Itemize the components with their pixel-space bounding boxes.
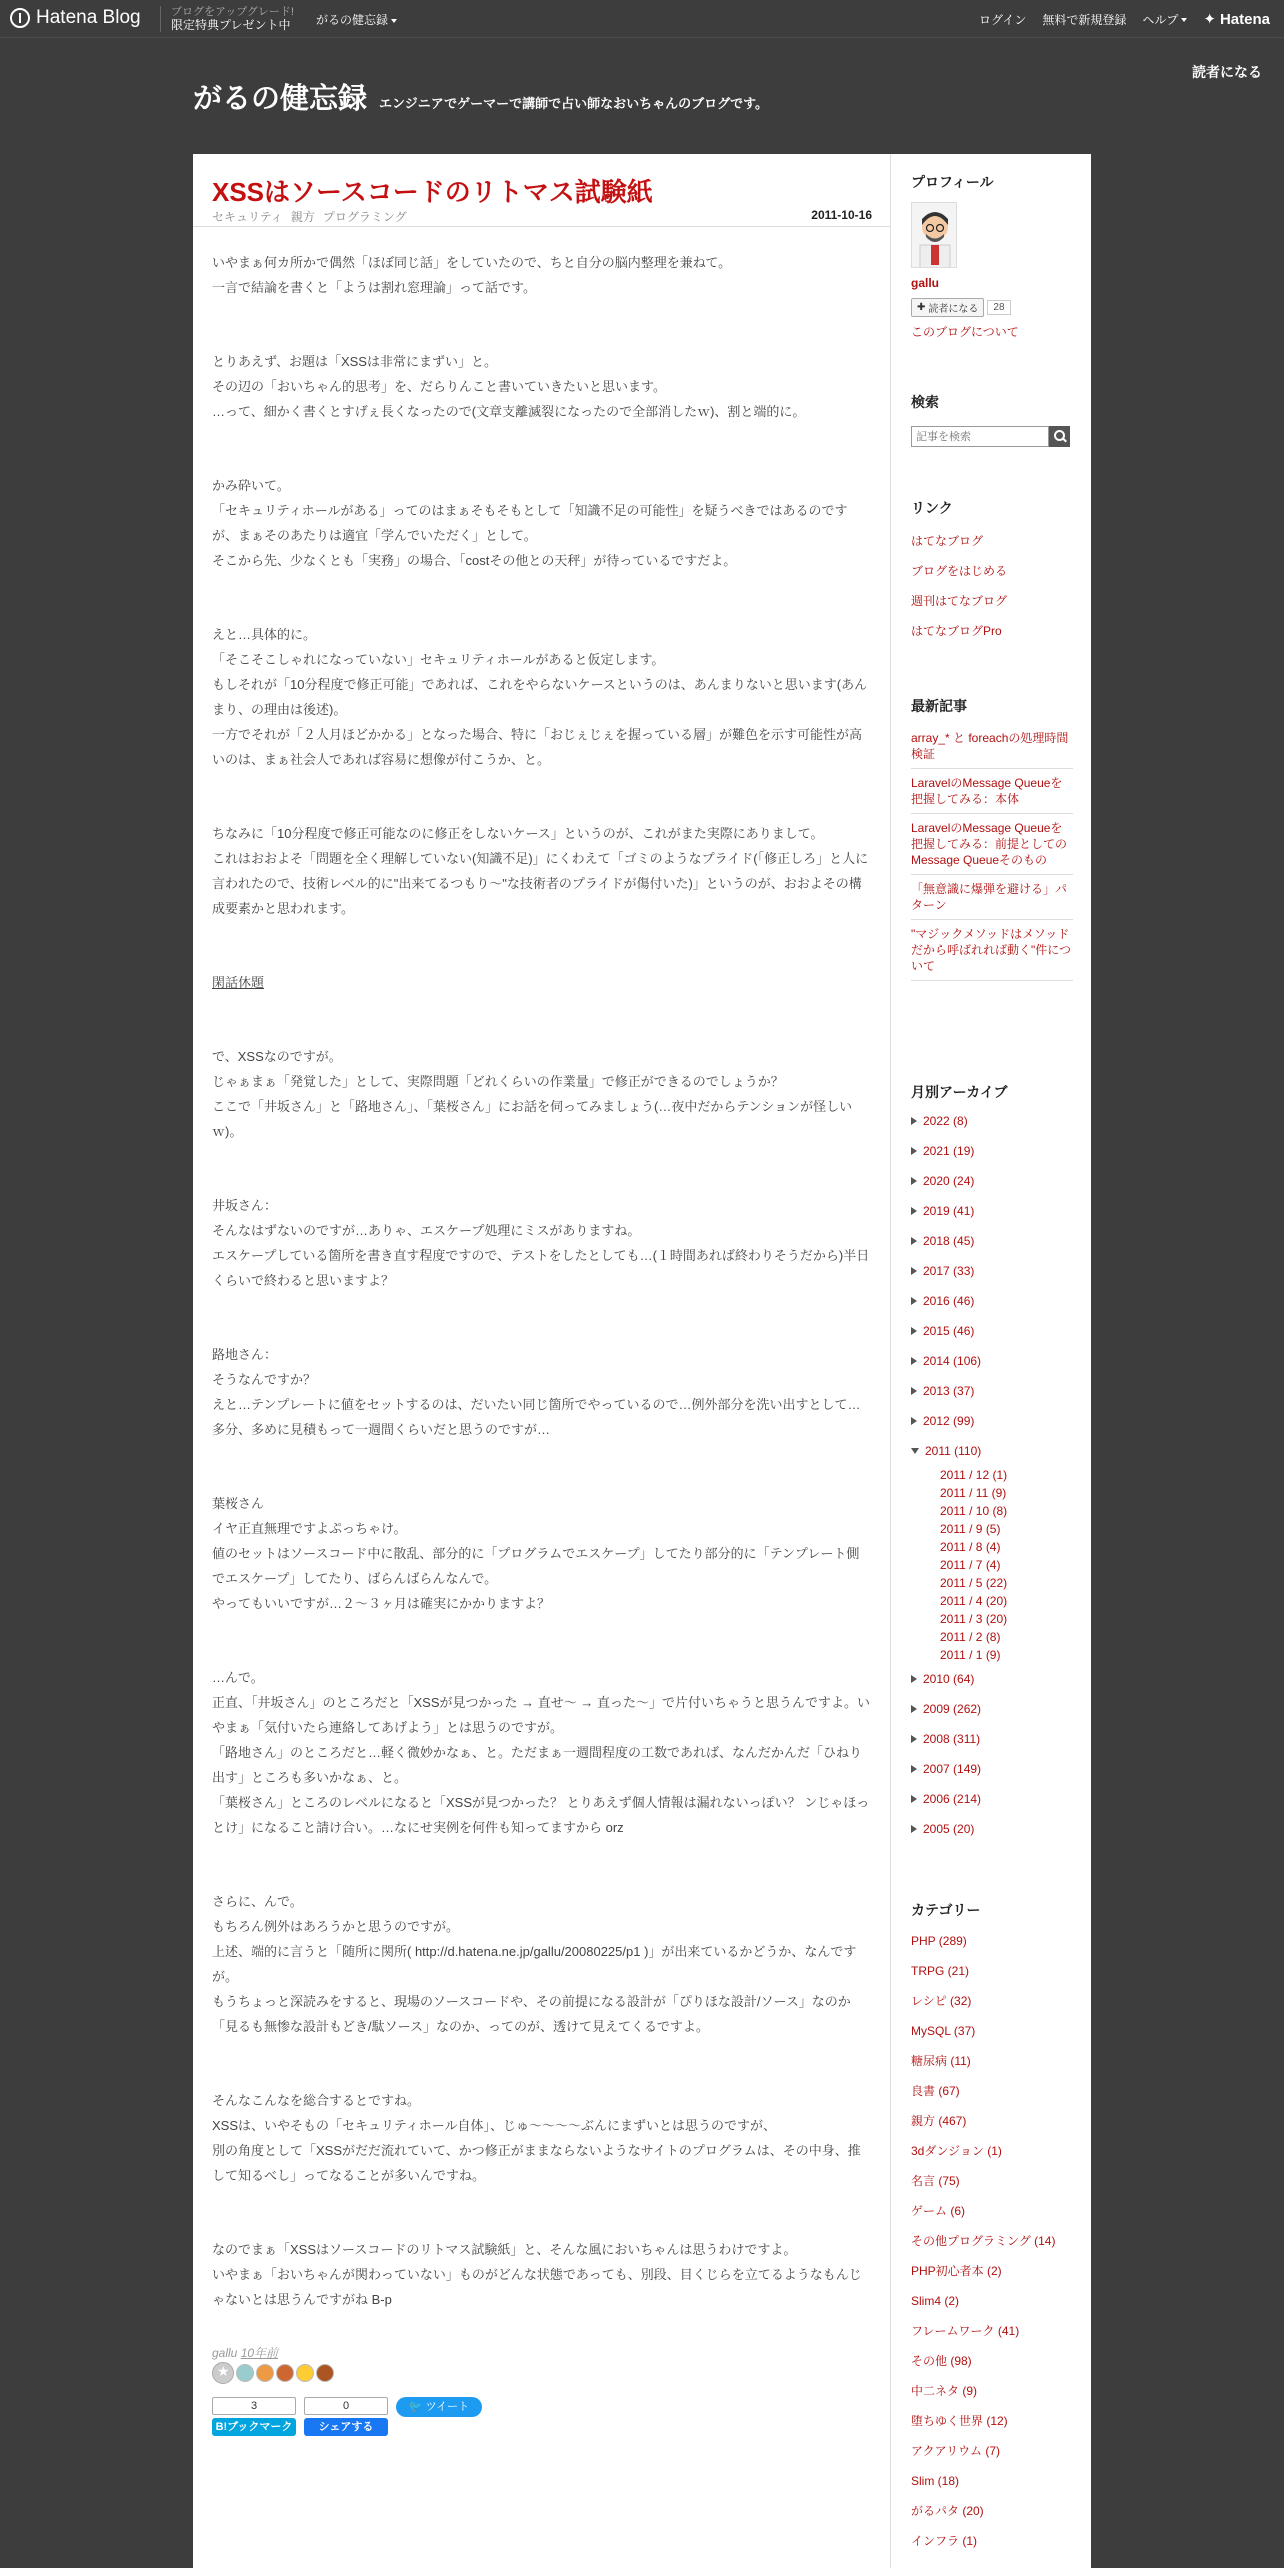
link-item[interactable]: はてなブログPro xyxy=(911,624,1002,638)
entry-line: 「葉桜さん」ところのレベルになると「XSSが見つかった？ とりあえず個人情報は漏れないっぽい？ ンじゃほっとけ」になること請け合い。…なにせ実例を何件も知ってますから orz xyxy=(212,1795,870,1835)
category-item[interactable]: がるパタ (20) xyxy=(911,2504,984,2518)
upgrade-line1: ブログをアップグレード! xyxy=(171,6,294,18)
hatena-blog-logo[interactable] xyxy=(10,7,141,29)
category-item[interactable]: フレームワーク (41) xyxy=(911,2324,1020,2338)
archive-month[interactable]: 2011 / 2 (8) xyxy=(940,1630,1001,1644)
archive-year-label: 2009 (262) xyxy=(923,1702,982,1716)
entry-line: 「そこそこしゃれになっていない」セキュリティホールがあると仮定します。 xyxy=(212,652,665,667)
entry-line: ちなみに「10分程度で修正可能なのに修正をしないケース」というのが、これがまた実際にありまして。 xyxy=(212,826,824,841)
triangle-right-icon[interactable] xyxy=(911,1387,917,1395)
recent-entry[interactable]: 「無意識に爆弾を避ける」パターン xyxy=(911,875,1073,920)
archive-year-label: 2008 (311) xyxy=(923,1732,981,1746)
triangle-right-icon[interactable] xyxy=(911,1675,917,1683)
entry-line: とりあえず、お題は「XSSは非常にまずい」と。 xyxy=(212,354,497,369)
entry-line: 路地さん： xyxy=(212,1347,278,1362)
recent-entry[interactable]: array_* と foreachの処理時間検証 xyxy=(911,724,1073,769)
archive-year[interactable] xyxy=(911,1286,1073,1316)
archive-month[interactable]: 2011 / 12 (1) xyxy=(940,1468,1008,1482)
archive-year-label: 2018 (45) xyxy=(923,1234,975,1248)
entry-paragraph xyxy=(212,1044,872,1144)
archive-month[interactable]: 2011 / 4 (20) xyxy=(940,1594,1008,1608)
category-item[interactable]: TRPG (21) xyxy=(911,1964,970,1978)
entry-title[interactable]: XSSはソースコードのリトマス試験紙 xyxy=(212,177,653,207)
hatena-label: Hatena xyxy=(1219,10,1270,28)
facebook-count: 0 xyxy=(304,2397,388,2415)
archive-year-label: 2011 (110) xyxy=(925,1444,982,1458)
archive-year[interactable] xyxy=(911,1436,1073,1466)
archive-year[interactable] xyxy=(911,1406,1073,1436)
triangle-right-icon[interactable] xyxy=(911,1207,917,1215)
archive-year-label: 2016 (46) xyxy=(923,1294,975,1308)
triangle-right-icon[interactable] xyxy=(911,1357,917,1365)
triangle-right-icon[interactable] xyxy=(911,1297,917,1305)
archive-year-label: 2005 (20) xyxy=(923,1822,975,1836)
avatar[interactable] xyxy=(256,2364,274,2382)
chevron-down-icon xyxy=(1181,18,1187,22)
entry-paragraph xyxy=(212,1342,872,1442)
categories-module xyxy=(911,1900,1073,2556)
divider xyxy=(193,226,891,227)
triangle-right-icon[interactable] xyxy=(911,1705,917,1713)
archive-year[interactable] xyxy=(911,1256,1073,1286)
upgrade-banner[interactable] xyxy=(160,6,294,32)
hatena-menu[interactable] xyxy=(1203,10,1270,28)
category-list xyxy=(911,1926,1073,2556)
blog-menu-label: がるの健忘録 xyxy=(316,13,389,27)
entry-line: もしそれが「10分程度で修正可能」であれば、これをやらないケースというのは、あんまりないと思います(あんまり、の理由は後述)。 xyxy=(212,677,868,717)
add-star-icon[interactable] xyxy=(212,2362,234,2384)
blog-description: エンジニアでゲーマーで講師で占い師なおいちゃんのブログです。 xyxy=(379,96,769,111)
entry-line: もちろん例外はあろうかと思うのですが。 xyxy=(212,1919,460,1934)
archive-year-label: 2019 (41) xyxy=(923,1204,975,1218)
links-module xyxy=(911,498,1073,646)
entry-line: その辺の「おいちゃん的思考」を、だらりんこと書いていきたいと思います。 xyxy=(212,379,666,394)
entry-line: えと…テンプレートに値をセットするのは、だいたい同じ箇所でやっているので…例外部分を洗い出すとして…多分、多めに見積もって一週間くらいだと思うのですが… xyxy=(212,1397,861,1437)
entry-categories xyxy=(212,208,407,225)
entry-line: 井坂さん： xyxy=(212,1198,278,1213)
entry-paragraph xyxy=(212,349,872,424)
triangle-right-icon[interactable] xyxy=(911,1177,917,1185)
archive-year-label: 2013 (37) xyxy=(923,1384,975,1398)
category-item[interactable]: 良書 (67) xyxy=(911,2084,960,2098)
entry-line: …んで。 xyxy=(212,1670,264,1685)
recent-entry[interactable]: LaravelのMessage Queueを把握してみる：前提としてのMessage Queueそのもの xyxy=(911,814,1073,875)
avatar[interactable] xyxy=(276,2364,294,2382)
hatena-blog-logo-icon xyxy=(10,8,30,28)
search-title: 検索 xyxy=(911,394,939,410)
archive-year[interactable] xyxy=(911,1724,1073,1754)
triangle-right-icon[interactable] xyxy=(911,1267,917,1275)
signup-link[interactable]: 無料で新規登録 xyxy=(1042,12,1127,27)
recent-entries-module xyxy=(911,696,1073,981)
triangle-right-icon[interactable] xyxy=(911,1735,917,1743)
category-item[interactable]: その他 (98) xyxy=(911,2354,972,2368)
triangle-right-icon[interactable] xyxy=(911,1765,917,1773)
triangle-right-icon[interactable] xyxy=(911,1825,917,1833)
category-item[interactable]: レシピ (32) xyxy=(911,1994,972,2008)
archive-month[interactable]: 2011 / 8 (4) xyxy=(940,1540,1001,1554)
entry-line: エスケープしている箇所を書き直す程度ですので、テストをしたとしても…(１時間あれば終わりそうだから)半日くらいで終わると思いますよ？ xyxy=(212,1248,870,1288)
help-menu[interactable] xyxy=(1142,11,1187,28)
entry-date[interactable]: 2011-10-16 xyxy=(811,208,872,222)
archive-year[interactable] xyxy=(911,1226,1073,1256)
link-item[interactable]: ブログをはじめる xyxy=(911,564,1008,578)
help-label: ヘルプ xyxy=(1142,12,1179,27)
entry-line: 値のセットはソースコード中に散乱、部分的に「プログラムでエスケープ」してたり部分的に「テンプレート側でエスケープ」してたり、ばらんばらんなんで。 xyxy=(212,1546,860,1586)
archive-month[interactable]: 2011 / 9 (5) xyxy=(940,1522,1001,1536)
entry-paragraph xyxy=(212,622,872,772)
search-input[interactable] xyxy=(911,426,1049,447)
category-item[interactable]: Slim4 (2) xyxy=(911,2294,960,2308)
plus-icon: ✚ xyxy=(917,302,926,313)
archive-year[interactable] xyxy=(911,1166,1073,1196)
category-link[interactable]: 親方 xyxy=(290,210,315,224)
archive-year[interactable] xyxy=(911,1136,1073,1166)
triangle-right-icon[interactable] xyxy=(911,1417,917,1425)
archive-module xyxy=(911,1082,1073,1844)
tweet-button[interactable] xyxy=(396,2397,482,2417)
profile-icon[interactable] xyxy=(911,202,957,268)
archive-year-label: 2022 (8) xyxy=(923,1114,968,1128)
entry-line: そんなはずないのですが…ありゃ、エスケープ処理にミスがありますね。 xyxy=(212,1223,641,1238)
category-item[interactable]: インフラ (1) xyxy=(911,2534,978,2548)
tweet-label: ツイート xyxy=(425,2401,470,2413)
archive-year[interactable] xyxy=(911,1814,1073,1844)
category-item[interactable]: 3dダンジョン (1) xyxy=(911,2144,1002,2158)
category-item[interactable]: 堕ちゆく世界 (12) xyxy=(911,2414,1008,2428)
entry-line: 一言で結論を書くと「ようは割れ窓理論」って話です。 xyxy=(212,280,536,295)
archive-year[interactable] xyxy=(911,1784,1073,1814)
entry-line: もうちょっと深読みをすると、現場のソースコードや、その前提になる設計が「ぴりほな設計/ソース」なのか「見るも無惨な設計もどき/駄ソース」なのか、ってのが、透けて見えてくるですよ。 xyxy=(212,1994,851,2034)
triangle-right-icon[interactable] xyxy=(911,1147,917,1155)
entry-paragraph xyxy=(212,970,872,995)
archive-month[interactable]: 2011 / 10 (8) xyxy=(940,1504,1008,1518)
avatar[interactable] xyxy=(296,2364,314,2382)
archive-year[interactable] xyxy=(911,1316,1073,1346)
entry-line: 「路地さん」のところだと…軽く微妙かなぁ、と。ただまぁ一週間程度の工数であれば、なんだかんだ「ひねり出す」ところも多いかなぁ、と。 xyxy=(212,1745,863,1785)
subscriber-count: 28 xyxy=(987,300,1010,315)
profile-module xyxy=(911,172,1073,340)
recent-entry[interactable]: LaravelのMessage Queueを把握してみる：本体 xyxy=(911,769,1073,814)
entry-paragraph xyxy=(212,473,872,573)
archive-year-label: 2020 (24) xyxy=(923,1174,975,1188)
entry-line: 一方でそれが「２人月ほどかかる」となった場合、特に「おじぇじぇを握っている層」が難色を示す可能性が高いのは、まぁ社会人であれば容易に想像が付こうか、と。 xyxy=(212,727,863,767)
entry-time-ago[interactable]: 10年前 xyxy=(240,2346,279,2360)
triangle-right-icon[interactable] xyxy=(911,1117,917,1125)
profile-title: プロフィール xyxy=(911,174,994,190)
entry-line: えと…具体的に。 xyxy=(212,627,317,642)
archive-month[interactable]: 2011 / 1 (9) xyxy=(940,1648,1001,1662)
category-item[interactable]: 親方 (467) xyxy=(911,2114,967,2128)
entry-line: イヤ正直無理ですよぷっちゃけ。 xyxy=(212,1521,407,1536)
entry-line: 葉桜さん xyxy=(212,1496,265,1511)
entry-line: …って、細かく書くとすげぇ長くなったので(文章支離滅裂になったので全部消したｗ)、割と端的に。 xyxy=(212,404,806,419)
profile-subscribe-label: 読者になる xyxy=(928,304,979,315)
entry-line: そんなこんなを総合するとですね。 xyxy=(212,2093,421,2108)
category-item[interactable]: MySQL (37) xyxy=(911,2024,976,2038)
star-area xyxy=(212,2362,334,2384)
content-wrapper xyxy=(193,154,1091,2568)
share-buttons xyxy=(212,2397,482,2436)
link-item[interactable]: はてなブログ xyxy=(911,534,984,548)
blog-header xyxy=(193,76,768,117)
archive-month[interactable]: 2011 / 11 (9) xyxy=(940,1486,1007,1500)
category-item[interactable]: 中二ネタ (9) xyxy=(911,2384,978,2398)
category-item[interactable]: PHP初心者本 (2) xyxy=(911,2264,1002,2278)
entry-paragraph xyxy=(212,2237,872,2312)
archive-year[interactable] xyxy=(911,1346,1073,1376)
category-item[interactable]: ゲーム (6) xyxy=(911,2204,966,2218)
blog-title[interactable]: がるの健忘録 xyxy=(193,83,368,115)
entry-line: ここで「井坂さん」と「路地さん」、「葉桜さん」にお話を伺ってみましょう(…夜中だからテンションが怪しいｗ)。 xyxy=(212,1099,853,1139)
archive-month[interactable]: 2011 / 5 (22) xyxy=(940,1576,1008,1590)
hatebu-button[interactable]: B!ブックマーク xyxy=(212,2418,296,2436)
about-blog-link[interactable]: このブログについて xyxy=(911,325,1019,339)
links-title: リンク xyxy=(911,500,953,516)
global-header xyxy=(0,0,1284,38)
entry-line: やってもいいですが…２〜３ヶ月は確実にかかりますよ？ xyxy=(212,1596,551,1611)
entry-line: なのでまぁ「XSSはソースコードのリトマス試験紙」と、そんな風においちゃんは思うわけですよ。 xyxy=(212,2242,797,2257)
entry-article xyxy=(193,154,891,2568)
archive-year[interactable] xyxy=(911,1196,1073,1226)
brand-name: Hatena Blog xyxy=(36,7,141,28)
entry-paragraph xyxy=(212,1665,872,1840)
archive-year[interactable] xyxy=(911,1694,1073,1724)
entry-paragraph xyxy=(212,1491,872,1616)
recent-title: 最新記事 xyxy=(911,698,967,714)
profile-name[interactable]: gallu xyxy=(911,276,940,290)
search-module xyxy=(911,392,1073,447)
triangle-right-icon[interactable] xyxy=(911,1237,917,1245)
author-name[interactable]: gallu xyxy=(212,2346,238,2360)
entry-paragraph xyxy=(212,2088,872,2188)
entry-line: そうなんですか？ xyxy=(212,1372,317,1387)
category-item[interactable]: アクアリウム (7) xyxy=(911,2444,1001,2458)
avatar[interactable] xyxy=(316,2364,334,2382)
archive-year-label: 2021 (19) xyxy=(923,1144,975,1158)
entry-line: 正直、「井坂さん」のところだと「XSSが見つかった → 直せ〜 → 直った〜」で片付いちゃうと思うんですよ。いやまぁ「気付いたら連絡してあげよう」とは思うのですが。 xyxy=(212,1695,870,1735)
archive-title: 月別アーカイブ xyxy=(911,1084,1008,1100)
entry-line: XSSは、いやそもの「セキュリティホール自体」、じゅ〜〜〜〜ぶんにまずいとは思うのですが、 xyxy=(212,2118,776,2133)
entry-line: これはおおよそ「問題を全く理解していない(知識不足)」にくわえて「ゴミのようなプライド(「修正しろ」と人に言われたので、技術レベル的に"出来てるつもり〜"な技術者のプライドが傷付いた)」というのが、おおよその構成要素かと思われます。 xyxy=(212,851,869,916)
chevron-down-icon xyxy=(391,19,397,23)
archive-year-label: 2017 (33) xyxy=(923,1264,975,1278)
archive-year-label: 2015 (46) xyxy=(923,1324,975,1338)
triangle-right-icon[interactable] xyxy=(911,1327,917,1335)
entry-line: 「セキュリティホールがある」ってのはまぁそもそもとして「知識不足の可能性」を疑うべきではあるのですが、まぁそのあたりは適宜「学んでいただく」として。 xyxy=(212,503,848,543)
archive-year[interactable] xyxy=(911,1376,1073,1406)
category-item[interactable]: 名言 (75) xyxy=(911,2174,960,2188)
archive-year-label: 2014 (106) xyxy=(923,1354,982,1368)
category-item[interactable]: PHP (289) xyxy=(911,1934,967,1948)
archive-year-label: 2012 (99) xyxy=(923,1414,975,1428)
entry-line: じゃぁまぁ「発覚した」として、実際問題「どれくらいの作業量」で修正ができるのでしょうか？ xyxy=(212,1074,784,1089)
facebook-share-button[interactable]: シェアする xyxy=(304,2418,388,2436)
category-link[interactable]: セキュリティ xyxy=(212,210,283,224)
twitter-bird-icon: 🐦 xyxy=(408,2401,423,2413)
hatena-icon: ✦ xyxy=(1203,11,1216,28)
login-link[interactable]: ログイン xyxy=(978,12,1027,27)
entry-line: いやまぁ「おいちゃんが関わっていない」ものがどんな状態であっても、別段、目くじらを立てるようなもんじゃないとは思うんですがね B-p xyxy=(212,2267,862,2307)
entry-footer xyxy=(212,2344,278,2361)
link-item[interactable]: 週刊はてなブログ xyxy=(911,594,1008,608)
category-item[interactable]: その他プログラミング (14) xyxy=(911,2234,1056,2248)
entry-line: かみ砕いて。 xyxy=(212,478,290,493)
archive-year[interactable] xyxy=(911,1754,1073,1784)
archive-month[interactable]: 2011 / 3 (20) xyxy=(940,1612,1008,1626)
entry-paragraph xyxy=(212,1193,872,1293)
categories-title: カテゴリー xyxy=(911,1902,981,1918)
blog-menu[interactable] xyxy=(316,11,397,28)
archive-year[interactable] xyxy=(911,1106,1073,1136)
entry-paragraph xyxy=(212,821,872,921)
archive-year[interactable] xyxy=(911,1664,1073,1694)
triangle-down-icon[interactable] xyxy=(911,1448,919,1454)
profile-subscribe-button[interactable] xyxy=(911,298,984,317)
category-item[interactable]: Slim (18) xyxy=(911,2474,960,2488)
entry-paragraph xyxy=(212,250,872,300)
entry-body xyxy=(212,250,872,2361)
entry-line: いやまぁ何カ所かで偶然「ほぼ同じ話」をしていたので、ちと自分の脳内整理を兼ねて。 xyxy=(212,255,732,270)
hatebu-count: 3 xyxy=(212,2397,296,2415)
archive-year-label: 2006 (214) xyxy=(923,1792,982,1806)
upgrade-line2: 限定特典プレゼント中 xyxy=(171,18,291,32)
entry-line: で、XSSなのですが。 xyxy=(212,1049,342,1064)
entry-line: 上述、端的に言うと「随所に関所( http://d.hatena.ne.jp/gallu/20080225/p1 )」が出来ているかどうか、なんですが。 xyxy=(212,1944,857,1984)
archive-list xyxy=(911,1106,1073,1844)
category-item[interactable]: 糖尿病 (11) xyxy=(911,2054,971,2068)
entry-line: そこから先、少なくとも「実務」の場合、「costその他との天秤」が待っているですだよ。 xyxy=(212,553,737,568)
archive-year-label: 2010 (64) xyxy=(923,1672,975,1686)
entry-line: さらに、んで。 xyxy=(212,1894,303,1909)
entry-line: 別の角度として「XSSがだだ流れていて、かつ修正がままならないようなサイトのプログラムは、その中身、推して知るべし」ってなることが多いんですね。 xyxy=(212,2143,861,2183)
avatar[interactable] xyxy=(236,2364,254,2382)
archive-year-label: 2007 (149) xyxy=(923,1762,982,1776)
entry-line: 閑話休題 xyxy=(212,975,265,990)
search-icon[interactable] xyxy=(1049,426,1070,447)
archive-month[interactable]: 2011 / 7 (4) xyxy=(940,1558,1001,1572)
category-link[interactable]: プログラミング xyxy=(322,210,407,224)
subscribe-button[interactable]: 読者になる xyxy=(1192,64,1262,80)
triangle-right-icon[interactable] xyxy=(911,1795,917,1803)
recent-entry[interactable]: "マジックメソッドはメソッドだから呼ばれれば動く"件について xyxy=(911,920,1073,981)
facebook-share[interactable] xyxy=(304,2397,388,2436)
hatebu-share[interactable] xyxy=(212,2397,296,2436)
entry-paragraph xyxy=(212,1889,872,2039)
